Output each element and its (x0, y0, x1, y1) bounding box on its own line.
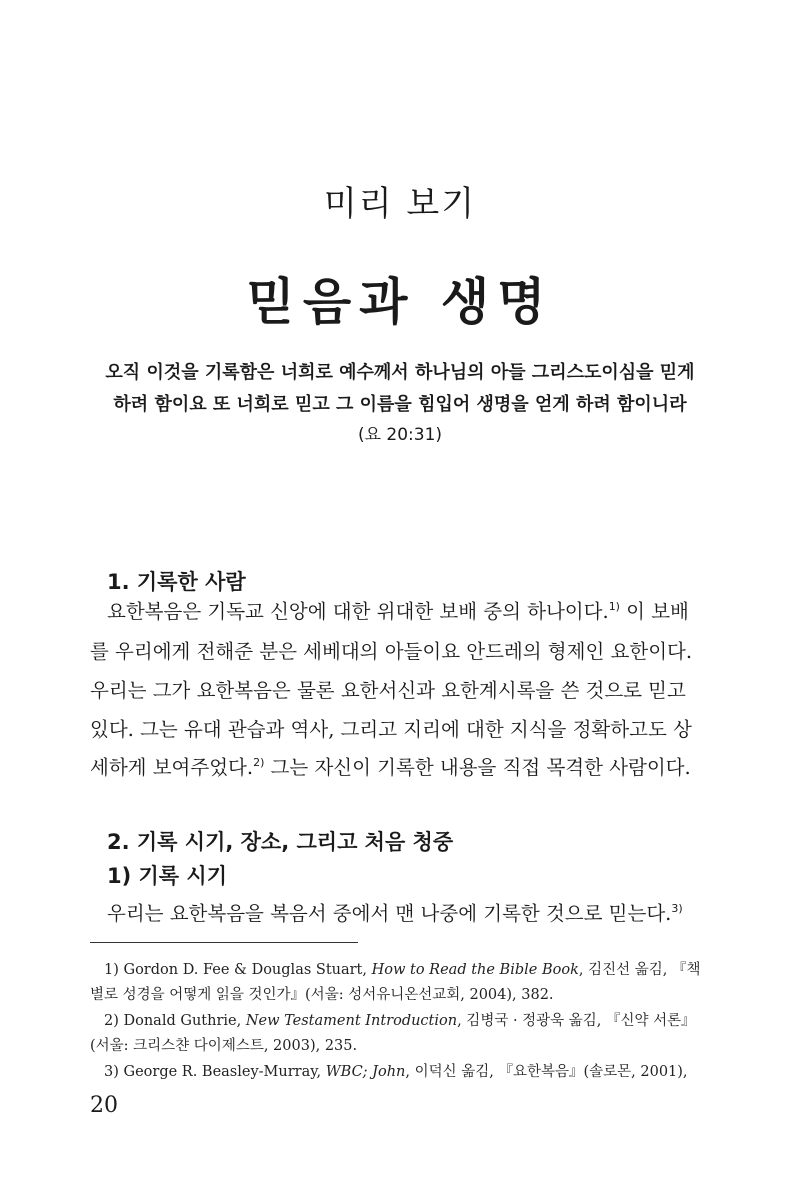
subsection-heading: 1) 기록 시기 (107, 864, 227, 888)
footnote-3-line-1: 3) George R. Beasley-Murray, WBC; John, 이덕신 옮김, 『요한복음』(솔로몬, 2001), (104, 1064, 688, 1080)
footnote-1-line-2: 별로 성경을 어떻게 읽을 것인가』(서울: 성서유니온선교회, 2004), 382. (90, 987, 554, 1003)
footnote-2-line-1: 2) Donald Guthrie, New Testament Introduction, 김병국 · 정광욱 옮김, 『신약 서론』 (104, 1013, 696, 1029)
epigraph-line-1: 오직 이것을 기록함은 너희로 예수께서 하나님의 아들 그리스도이심을 믿게 (105, 362, 695, 383)
page-number: 20 (90, 1093, 118, 1118)
footnote-marker: 2) (253, 756, 265, 769)
epigraph-line-2: 하려 함이요 또 너희로 믿고 그 이름을 힘입어 생명을 얻게 하려 함이니라 (113, 394, 687, 415)
footnote-marker: 1) (608, 600, 620, 613)
body-line: 요한복음은 기독교 신앙에 대한 위대한 보배 중의 하나이다.$^{1)}$ 이 보배 (107, 600, 689, 623)
section-1-heading: 1. 기록한 사람 (107, 570, 246, 594)
footnote-2-line-2: (서울: 크리스챤 다이제스트, 2003), 235. (90, 1038, 358, 1054)
body-line: 우리는 그가 요한복음은 물론 요한서신과 요한계시록을 쓴 것으로 믿고 (90, 679, 686, 702)
section-label: 미리 보기 (323, 184, 477, 224)
body-line: 있다. 그는 유대 관습과 역사, 그리고 지리에 대한 지식을 정확하고도 상 (90, 718, 692, 741)
footnote-marker: 3) (671, 902, 683, 915)
body-line: 세하게 보여주었다.$^{2)}$ 그는 자신이 기록한 내용을 직접 목격한 사람이다. (90, 756, 691, 779)
body-line: 우리는 요한복음을 복음서 중에서 맨 나중에 기록한 것으로 믿는다.$^{3)}$ (107, 902, 683, 925)
section-2-heading: 2. 기록 시기, 장소, 그리고 처음 청중 (107, 830, 454, 854)
footnote-divider (90, 942, 358, 943)
chapter-title: 믿음과 생명 (246, 273, 554, 331)
body-line: 를 우리에게 전해준 분은 세베대의 아들이요 안드레의 형제인 요한이다. (90, 640, 693, 663)
footnote-1-line-1: 1) Gordon D. Fee & Douglas Stuart, How to Read the Bible Book, 김진선 옮김, 『책 (104, 962, 701, 978)
epigraph-reference: (요 20:31) (357, 425, 443, 445)
